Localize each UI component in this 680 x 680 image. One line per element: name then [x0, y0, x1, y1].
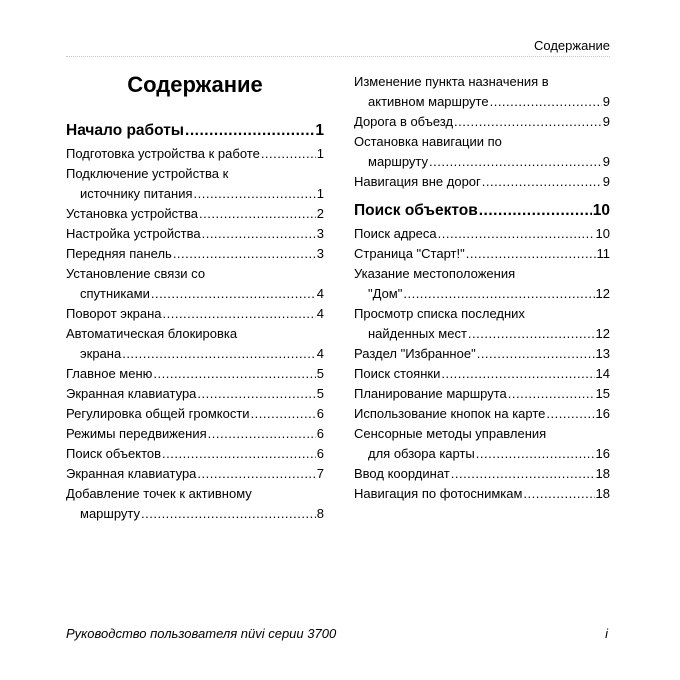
toc-entry-title: Передняя панель [66, 246, 172, 261]
dot-leader [202, 224, 316, 244]
dot-leader [197, 464, 315, 484]
toc-entry[interactable] [66, 144, 324, 164]
dot-leader [523, 484, 594, 504]
toc-entry-title: Поиск объектов [354, 202, 478, 219]
toc-entry-title: "Дом" [368, 286, 403, 301]
toc-entry-title: Подключение устройства к [66, 166, 229, 181]
toc-page-number: 1 [315, 122, 324, 139]
toc-entry-title: Сенсорные методы управления [354, 426, 547, 441]
toc-entry-title: Ввод координат [354, 466, 450, 481]
page-title: Содержание [127, 72, 263, 97]
toc-entry-title: маршруту [80, 506, 141, 521]
toc-entry-title: источнику питания [80, 186, 193, 201]
toc-entry-title: Экранная клавиатура [66, 466, 197, 481]
toc-entry-title: Поворот экрана [66, 306, 162, 321]
toc-entry-title: Автоматическая блокировка [66, 326, 238, 341]
toc-entry[interactable] [354, 244, 610, 264]
toc-page-number: 6 [316, 446, 324, 461]
toc-entry[interactable] [66, 464, 324, 484]
toc-page-number: 6 [316, 426, 324, 441]
toc-entry-title: для обзора карты [368, 446, 475, 461]
toc-entry[interactable] [354, 344, 610, 364]
toc-entry-title: Экранная клавиатура [66, 386, 197, 401]
toc-page-number: 11 [596, 246, 610, 261]
toc-entry-title: Дорога в объезд [354, 114, 454, 129]
toc-entry[interactable] [354, 224, 610, 244]
running-header: Содержание [534, 38, 610, 53]
toc-entry-title: найденных мест [368, 326, 467, 341]
toc-page-number: 9 [602, 174, 610, 189]
toc-column-right [354, 72, 610, 504]
dot-leader [403, 284, 594, 304]
dot-leader [185, 120, 314, 142]
toc-page-number: 12 [595, 286, 610, 301]
toc-entry[interactable] [354, 384, 610, 404]
toc-page-number: 18 [595, 486, 610, 501]
dot-leader [122, 344, 316, 364]
toc-entry-title: Подготовка устройства к работе [66, 146, 260, 161]
toc-entry[interactable] [66, 304, 324, 324]
dot-leader [162, 444, 316, 464]
toc-entry-title: Использование кнопок на карте [354, 406, 546, 421]
toc-page-number: 16 [595, 406, 610, 421]
toc-page-number: 10 [595, 226, 610, 241]
toc-entry[interactable] [354, 364, 610, 384]
toc-entry-title: маршруту [368, 154, 429, 169]
toc-entry[interactable] [354, 464, 610, 484]
toc-entry-title: Просмотр списка последних [354, 306, 525, 321]
toc-page-number: 5 [316, 366, 324, 381]
toc-page-number: 13 [595, 346, 610, 361]
toc-entry[interactable] [66, 444, 324, 464]
dot-leader [173, 244, 316, 264]
toc-section-heading[interactable] [66, 120, 324, 142]
toc-page-number: 3 [316, 246, 324, 261]
toc-entry[interactable] [66, 164, 324, 204]
toc-entry[interactable] [66, 264, 324, 304]
toc-entry[interactable] [354, 404, 610, 424]
toc-entry-title: спутниками [80, 286, 150, 301]
toc-page-number: 1 [316, 146, 324, 161]
toc-entry[interactable] [354, 484, 610, 504]
dot-leader [451, 464, 595, 484]
dot-leader [261, 144, 316, 164]
toc-entry-title: Изменение пункта назначения в [354, 74, 549, 89]
toc-entry-title: Планирование маршрута [354, 386, 507, 401]
toc-entry-title: Навигация по фотоснимкам [354, 486, 523, 501]
toc-page-number: 8 [316, 506, 324, 521]
toc-entry-title: Настройка устройства [66, 226, 201, 241]
toc-entry-title: Начало работы [66, 122, 185, 139]
dot-leader [468, 324, 595, 344]
toc-entry-title: Поиск объектов [66, 446, 162, 461]
dot-leader [153, 364, 315, 384]
toc-section-heading[interactable] [354, 200, 610, 222]
dot-leader [508, 384, 595, 404]
footer-page-number: i [605, 626, 608, 641]
toc-entry-title: Указание местоположения [354, 266, 516, 281]
toc-entry-title: экрана [80, 346, 122, 361]
toc-entry[interactable] [66, 244, 324, 264]
toc-entry[interactable] [354, 72, 610, 112]
toc-column-left [66, 120, 324, 524]
dot-leader [438, 224, 595, 244]
toc-entry-title: активном маршруте [368, 94, 489, 109]
toc-page-number: 6 [316, 406, 324, 421]
toc-entry[interactable] [354, 264, 610, 304]
toc-entry-title: Главное меню [66, 366, 153, 381]
toc-entry[interactable] [66, 204, 324, 224]
header-divider [66, 56, 610, 57]
toc-entry[interactable] [354, 424, 610, 464]
toc-entry-title: Установление связи со [66, 266, 206, 281]
toc-entry-title: Страница "Старт!" [354, 246, 465, 261]
toc-entry[interactable] [66, 224, 324, 244]
toc-entry-title: Остановка навигации по [354, 134, 502, 149]
dot-leader [151, 284, 316, 304]
toc-entry[interactable] [354, 172, 610, 192]
toc-entry[interactable] [354, 112, 610, 132]
toc-page-number: 5 [316, 386, 324, 401]
toc-page-number: 4 [316, 286, 324, 301]
toc-entry[interactable] [66, 424, 324, 444]
toc-page-number: 4 [316, 306, 324, 321]
toc-entry-title: Поиск адреса [354, 226, 437, 241]
toc-entry[interactable] [66, 324, 324, 364]
dot-leader [454, 112, 602, 132]
dot-leader [251, 404, 316, 424]
toc-entry-title: Поиск стоянки [354, 366, 441, 381]
dot-leader [477, 344, 595, 364]
toc-entry-title: Режимы передвижения [66, 426, 207, 441]
toc-page-number: 2 [316, 206, 324, 221]
toc-page-number: 12 [595, 326, 610, 341]
toc-entry-title: Установка устройства [66, 206, 199, 221]
toc-entry[interactable] [66, 364, 324, 384]
toc-page-number: 1 [316, 186, 324, 201]
dot-leader [482, 172, 602, 192]
dot-leader [476, 444, 595, 464]
toc-page-number: 14 [595, 366, 610, 381]
toc-page-number: 4 [316, 346, 324, 361]
toc-entry[interactable] [354, 304, 610, 344]
footer-manual-title: Руководство пользователя nüvi серии 3700 [66, 626, 337, 641]
dot-leader [208, 424, 316, 444]
toc-entry[interactable] [66, 484, 324, 524]
toc-entry-title: Добавление точек к активному [66, 486, 252, 501]
toc-page-number: 9 [602, 114, 610, 129]
dot-leader [429, 152, 602, 172]
toc-page-number: 9 [602, 154, 610, 169]
dot-leader [490, 92, 602, 112]
dot-leader [163, 304, 316, 324]
dot-leader [141, 504, 316, 524]
dot-leader [479, 200, 592, 222]
toc-entry-title: Навигация вне дорог [354, 174, 481, 189]
toc-page-number: 16 [595, 446, 610, 461]
dot-leader [194, 184, 316, 204]
toc-page-number: 7 [316, 466, 324, 481]
toc-entry-title: Раздел "Избранное" [354, 346, 476, 361]
toc-page-number: 9 [602, 94, 610, 109]
dot-leader [546, 404, 594, 424]
toc-page-number: 15 [595, 386, 610, 401]
toc-entry[interactable] [66, 404, 324, 424]
dot-leader [199, 204, 316, 224]
dot-leader [466, 244, 596, 264]
dot-leader [441, 364, 594, 384]
toc-page-number: 3 [316, 226, 324, 241]
toc-entry-title: Регулировка общей громкости [66, 406, 250, 421]
dot-leader [197, 384, 315, 404]
toc-page-number: 10 [592, 202, 610, 219]
toc-entry[interactable] [66, 384, 324, 404]
toc-entry[interactable] [354, 132, 610, 172]
toc-page-number: 18 [595, 466, 610, 481]
